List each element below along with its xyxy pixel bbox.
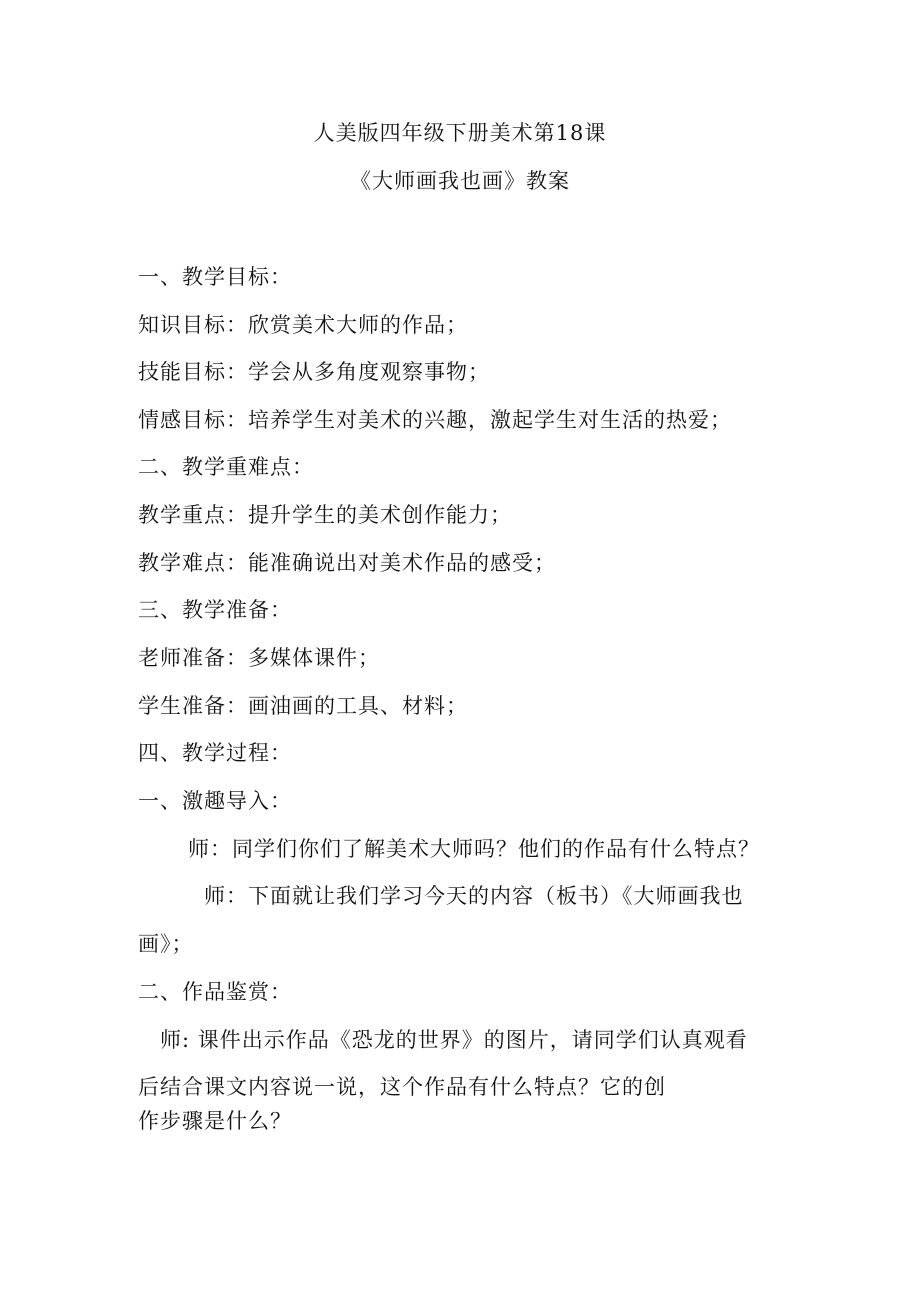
title-line-2: 《大师画我也画》教案 bbox=[350, 169, 570, 193]
objective-skill: 技能目标：学会从多角度观察事物； bbox=[138, 360, 490, 384]
student-preparation: 学生准备：画油画的工具、材料； bbox=[138, 694, 468, 718]
section-heading-objectives: 一、教学目标： bbox=[138, 265, 292, 289]
teacher-question-1: 师：同学们你们了解美术大师吗？他们的作品有什么特点？ bbox=[188, 837, 760, 861]
difficult-point: 教学难点：能准确说出对美术作品的感受； bbox=[138, 551, 556, 575]
teacher-instruction-1: 师: 课件出示作品《恐龙的世界》的图片，请同学们认真观看 bbox=[160, 1028, 748, 1052]
section-heading-key-points: 二、教学重难点： bbox=[138, 455, 314, 479]
teacher-statement-1: 师：下面就让我们学习今天的内容（板书）《大师画我也 bbox=[204, 884, 744, 908]
teacher-statement-1-continued: 画》； bbox=[138, 932, 194, 956]
teacher-preparation: 老师准备：多媒体课件； bbox=[138, 646, 380, 670]
section-heading-preparation: 三、教学准备： bbox=[138, 598, 292, 622]
key-point: 教学重点：提升学生的美术创作能力； bbox=[138, 503, 512, 527]
process-step-2-heading: 二、作品鉴赏： bbox=[138, 980, 292, 1004]
section-heading-process: 四、教学过程： bbox=[138, 741, 292, 765]
title-line-1: 人美版四年级下册美术第18课 bbox=[313, 121, 607, 145]
process-step-1-heading: 一、激趣导入： bbox=[138, 789, 292, 813]
objective-emotion: 情感目标：培养学生对美术的兴趣，激起学生对生活的热爱； bbox=[138, 408, 732, 432]
teacher-instruction-1-end: 作步骤是什么？ bbox=[138, 1109, 292, 1133]
teacher-instruction-1-continued: 后结合课文内容说一说，这个作品有什么特点？它的创 bbox=[138, 1075, 666, 1099]
objective-knowledge: 知识目标：欣赏美术大师的作品； bbox=[138, 313, 468, 337]
